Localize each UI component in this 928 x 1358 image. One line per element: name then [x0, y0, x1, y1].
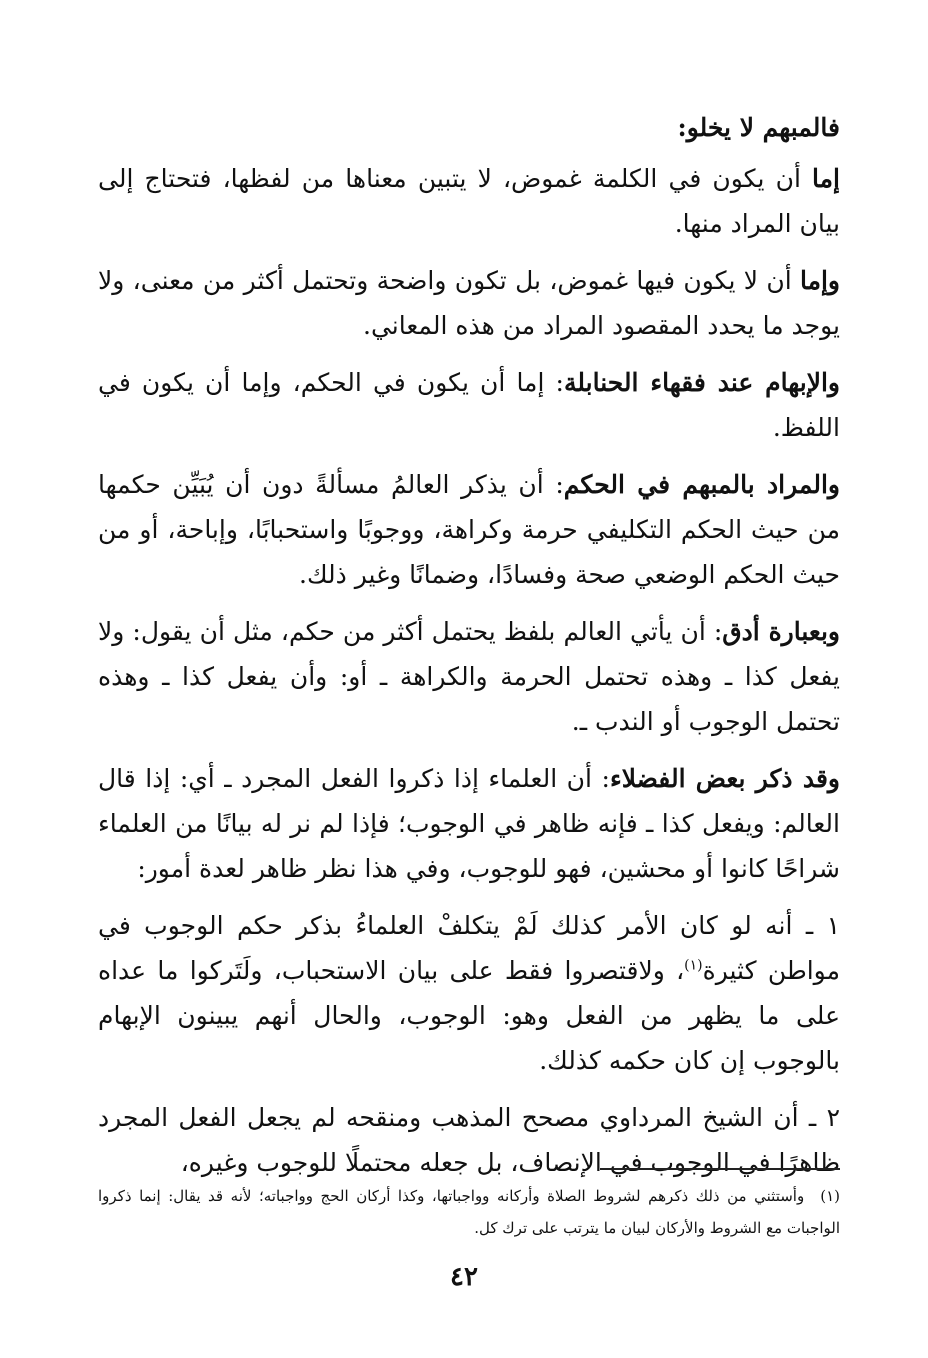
paragraph-6-lead: وقد ذكر بعض الفضلاء: [609, 764, 841, 793]
paragraph-4: [98, 462, 840, 597]
paragraph-6: [98, 756, 840, 891]
paragraph-5-text: : أن يأتي العالم بلفظ يحتمل أكثر من حكم، مثل أن يقول: ولا يفعل كذا ـ وهذه تحتمل الحرمة والكراهة ـ أو: وأن يفعل كذا ـ وهذه تحتمل الوجوب أو الندب ـ.: [98, 617, 840, 736]
footnote-divider: [600, 1168, 840, 1170]
paragraph-7-text-a: ١ ـ أنه لو كان الأمر كذلك لَمْ يتكلفْ العلماءُ بذكر حكم الوجوب في مواطن كثيرة: [98, 911, 840, 985]
paragraph-3-text: : إما أن يكون في الحكم، وإما أن يكون في اللفظ.: [98, 368, 840, 442]
paragraph-5-lead: وبعبارة أدق: [722, 617, 840, 646]
paragraph-1-lead: إما: [812, 164, 840, 193]
paragraph-7-text-b: ، ولاقتصروا فقط على بيان الاستحباب، ولَتَركوا ما عداه على ما يظهر من الفعل وهو: الوجوب، والحال أنهم يبينون الإبهام بالوجوب إن كان حكمه كذلك.: [98, 956, 840, 1075]
paragraph-1: [98, 156, 840, 246]
paragraph-8: [98, 1095, 840, 1185]
paragraph-6-text: : أن العلماء إذا ذكروا الفعل المجرد ـ أي: إذا قال العالم: ويفعل كذا ـ فإنه ظاهر في الوجوب؛ فإذا لم نر له بيانًا من العلماء شراحًا كانوا أو محشين، فهو للوجوب، وفي هذا نظر ظاهر لعدة أمور:: [98, 764, 840, 883]
paragraph-1-text: أن يكون في الكلمة غموض، لا يتبين معناها من لفظها، فتحتاج إلى بيان المراد منها.: [98, 164, 840, 238]
section-heading: فالمبهم لا يخلو:: [677, 113, 840, 142]
paragraph-4-text: : أن يذكر العالمُ مسألةً دون أن يُبَيِّن حكمها من حيث الحكم التكليفي حرمة وكراهة، ووجوبًا واستحبابًا، وإباحة، أو من حيث الحكم الوضعي صحة وفسادًا، وضمانًا وغير ذلك.: [98, 470, 840, 589]
paragraph-2-lead: وإما: [799, 266, 840, 295]
paragraph-5: [98, 609, 840, 744]
paragraph-3: [98, 360, 840, 450]
footnote: [98, 1180, 840, 1244]
footnote-number: (١): [820, 1187, 840, 1205]
main-text: [98, 104, 840, 1197]
footnote-text: وأستثني من ذلك ذكرهم لشروط الصلاة وأركانه وواجباتها، وكذا أركان الحج وواجباته؛ لأنه قد يقال: إنما ذكروا الواجبات مع الشروط والأركان لبيان ما يترتب على ترك كل.: [98, 1187, 840, 1237]
paragraph-4-lead: والمراد بالمبهم في الحكم: [563, 470, 840, 499]
footnote-reference: (١): [684, 957, 703, 974]
paragraph-2-text: أن لا يكون فيها غموض، بل تكون واضحة وتحتمل أكثر من معنى، ولا يوجد ما يحدد المقصود المراد من هذه المعاني.: [98, 266, 840, 340]
paragraph-8-text: ٢ ـ أن الشيخ المرداوي مصحح المذهب ومنقحه لم يجعل الفعل المجرد ظاهرًا في الوجوب في الإنصاف، بل جعله محتملًا للوجوب وغيره،: [98, 1103, 840, 1177]
page-number: ٤٢: [450, 1262, 478, 1292]
paragraph-7: [98, 903, 840, 1083]
paragraph-3-lead: والإبهام عند فقهاء الحنابلة: [563, 368, 841, 397]
paragraph-2: [98, 258, 840, 348]
